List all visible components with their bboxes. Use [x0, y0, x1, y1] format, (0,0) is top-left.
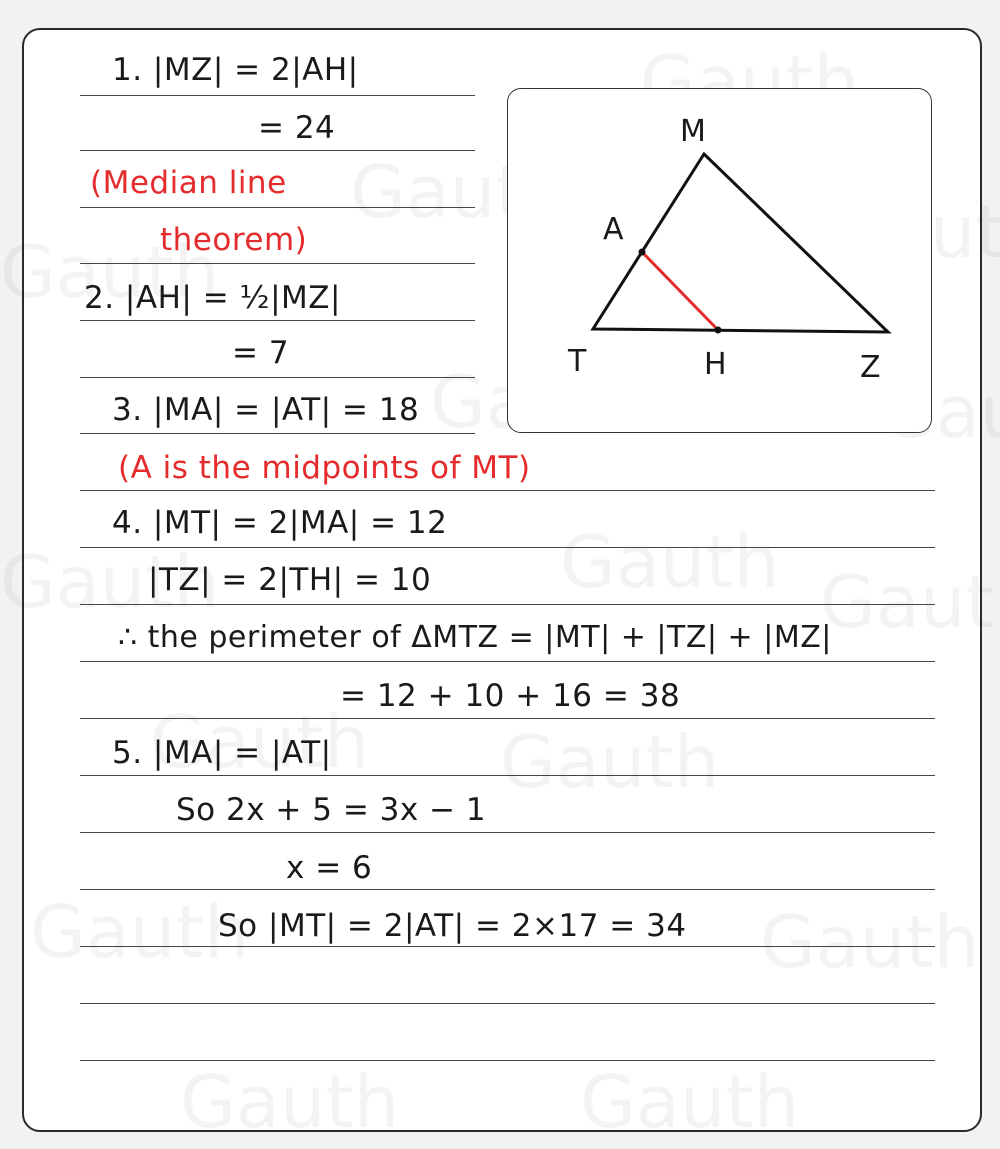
step-4-result: = 12 + 10 + 16 = 38 [340, 678, 681, 714]
triangle-diagram [508, 89, 931, 432]
step-1-reason: (Median line [90, 165, 287, 201]
step-3-equation: 3. |MA| = |AT| = 18 [112, 392, 420, 428]
step-5-solution: x = 6 [286, 850, 373, 886]
ruled-line [80, 661, 935, 662]
ruled-line [80, 832, 935, 833]
ruled-line [80, 207, 475, 208]
step-2-result: = 7 [232, 335, 290, 371]
step-1-reason: theorem) [160, 222, 308, 258]
ruled-line [80, 775, 935, 776]
vertex-label-m: M [680, 114, 706, 149]
ruled-line [80, 150, 475, 151]
ruled-line [80, 604, 935, 605]
triangle-mtz [593, 154, 888, 332]
ruled-line [80, 263, 475, 264]
vertex-label-h: H [704, 347, 727, 382]
vertex-label-a: A [603, 212, 624, 247]
ruled-line [80, 320, 475, 321]
step-5-result: So |MT| = 2|AT| = 2×17 = 34 [218, 908, 687, 944]
step-5-equation: So 2x + 5 = 3x − 1 [176, 792, 487, 828]
step-1-equation: 1. |MZ| = 2|AH| [112, 52, 359, 88]
step-2-equation: 2. |AH| = ½|MZ| [84, 280, 341, 316]
step-4-equation: 4. |MT| = 2|MA| = 12 [112, 505, 448, 541]
vertex-label-z: Z [860, 350, 881, 385]
step-1-result: = 24 [258, 110, 336, 146]
ruled-line [80, 1003, 935, 1004]
ruled-line [80, 377, 475, 378]
step-3-reason: (A is the midpoints of MT) [118, 450, 531, 486]
ruled-line [80, 1060, 935, 1061]
ruled-line [80, 718, 935, 719]
triangle-figure [507, 88, 932, 433]
ruled-line [80, 490, 935, 491]
ruled-line [80, 547, 935, 548]
ruled-line [80, 433, 475, 434]
vertex-label-t: T [568, 344, 587, 379]
ruled-line [80, 946, 935, 947]
step-4-perimeter: ∴ the perimeter of ΔMTZ = |MT| + |TZ| + |MZ| [118, 620, 832, 655]
step-4-equation: |TZ| = 2|TH| = 10 [148, 562, 432, 598]
median-segment-ah [642, 252, 718, 330]
step-5-equation: 5. |MA| = |AT| [112, 735, 332, 771]
ruled-line [80, 95, 475, 96]
ruled-line [80, 889, 935, 890]
point-h [715, 327, 722, 334]
point-a [639, 249, 646, 256]
